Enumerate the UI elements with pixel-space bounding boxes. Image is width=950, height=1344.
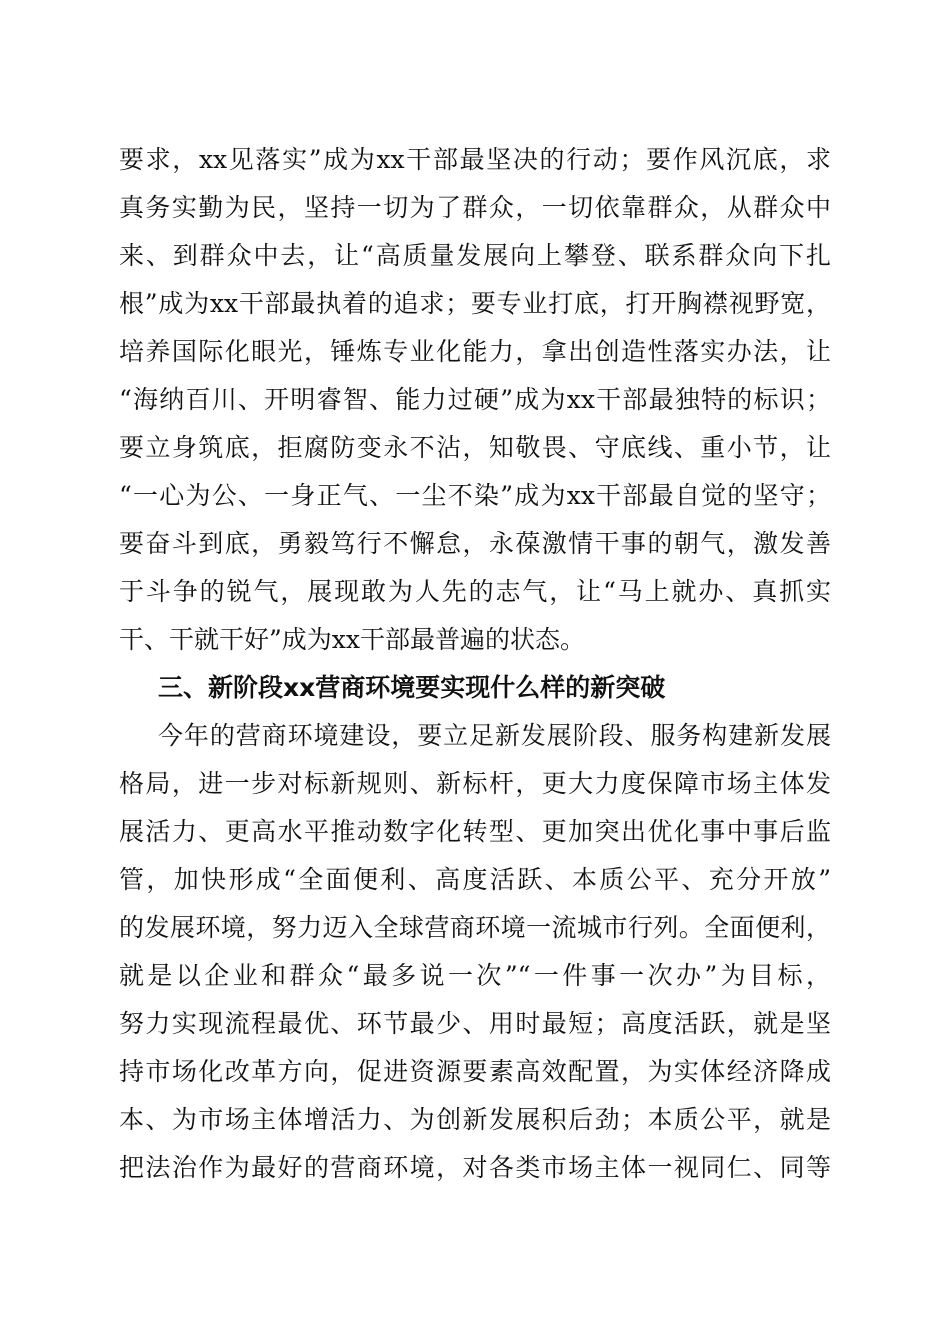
text-line: 管，加快形成“全面便利、高度活跃、本质公平、充分开放” — [119, 865, 831, 894]
text-line: 根”成为xx干部最执着的追求；要专业打底，打开胸襟视野宽， — [119, 289, 831, 318]
text-line: 的发展环境，努力迈入全球营商环境一流城市行列。全面便利， — [119, 913, 831, 942]
text-line: “海纳百川、开明睿智、能力过硬”成为xx干部最独特的标识； — [119, 385, 831, 414]
text-line: 本、为市场主体增活力、为创新发展积后劲；本质公平，就是 — [119, 1105, 831, 1134]
text-line: 努力实现流程最优、环节最少、用时最短；高度活跃，就是坚 — [119, 1009, 831, 1038]
text-line: 真务实勤为民，坚持一切为了群众，一切依靠群众，从群众中 — [119, 193, 831, 222]
text-line: 要奋斗到底，勇毅笃行不懈怠，永葆激情干事的朝气，激发善 — [119, 529, 831, 558]
text-line: 展活力、更高水平推动数字化转型、更加突出优化事中事后监 — [119, 817, 831, 846]
text-line: 要立身筑底，拒腐防变永不沾，知敬畏、守底线、重小节，让 — [119, 433, 831, 462]
text-line: 于斗争的锐气，展现敢为人先的志气，让“马上就办、真抓实 — [119, 577, 831, 606]
text-line: 今年的营商环境建设，要立足新发展阶段、服务构建新发展 — [158, 721, 831, 750]
text-line: “一心为公、一身正气、一尘不染”成为xx干部最自觉的坚守； — [119, 481, 831, 510]
text-line: 格局，进一步对标新规则、新标杆，更大力度保障市场主体发 — [119, 769, 831, 798]
text-line: 持市场化改革方向，促进资源要素高效配置，为实体经济降成 — [119, 1057, 831, 1086]
text-line: 培养国际化眼光，锤炼专业化能力，拿出创造性落实办法，让 — [119, 337, 831, 366]
text-line: 来、到群众中去，让“高质量发展向上攀登、联系群众向下扎 — [119, 241, 831, 270]
text-line: 把法治作为最好的营商环境，对各类市场主体一视同仁、同等 — [119, 1153, 831, 1182]
text-line: 干、干就干好”成为xx干部最普遍的状态。 — [119, 625, 585, 654]
text-line: 要求，xx见落实”成为xx干部最坚决的行动；要作风沉底，求 — [119, 145, 831, 174]
text-line: 就是以企业和群众“最多说一次”“一件事一次办”为目标， — [119, 961, 831, 990]
section-heading: 三、新阶段xx营商环境要实现什么样的新突破 — [158, 673, 666, 702]
